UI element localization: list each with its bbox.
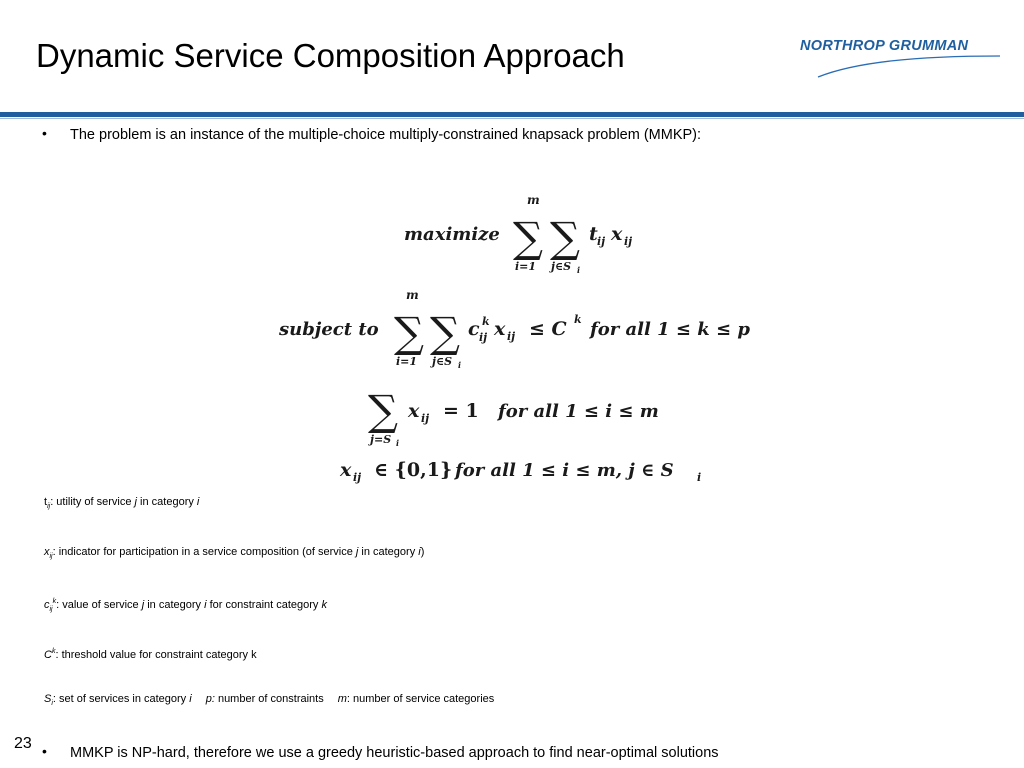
bullet-icon: •: [42, 125, 47, 141]
northrop-grumman-logo: [796, 34, 1002, 80]
def-x-j: j: [355, 546, 359, 558]
for-all-ij: for all 1 ≤ i ≤ m, j ∈ S: [455, 460, 674, 481]
definition-S-p-m: [44, 692, 494, 711]
def-S-symbol: S: [44, 693, 52, 705]
slide-title: Dynamic Service Composition Approach: [36, 37, 625, 74]
capacity-constraint: [278, 288, 750, 370]
sum-symbol-3: ∑: [394, 308, 424, 357]
bullet-icon: •: [42, 743, 47, 759]
for-all-i: for all 1 ≤ i ≤ m: [498, 401, 659, 422]
choice-var-sub: ij: [421, 412, 430, 425]
def-x-i: i: [418, 546, 421, 558]
def-c-desc-b: in category: [144, 599, 205, 611]
def-C-sup: k: [51, 648, 56, 655]
def-S-i: i: [189, 693, 192, 705]
sum-symbol-2: ∑: [550, 213, 580, 262]
sum-lower-i-2: i=1: [396, 355, 418, 368]
def-c-desc-c: for constraint category: [206, 599, 322, 611]
def-t-symbol: t: [44, 496, 48, 508]
sum-upper-2: m: [406, 288, 419, 302]
def-c-desc-a: : value of service: [56, 599, 142, 611]
bullet-text-2: MMKP is NP-hard, therefore we use a greedy heuristic-based approach to find near-optimal solutions: [70, 745, 719, 761]
objective-function: [404, 193, 632, 275]
def-C-symbol: C: [44, 649, 52, 661]
capacity-sup: k: [574, 313, 582, 326]
def-x-desc-a: : indicator for participation in a service composition (of service: [52, 546, 356, 558]
def-t-desc-b: in category: [137, 496, 197, 508]
eq-one: = 1: [443, 400, 479, 422]
choice-constraint: [368, 386, 659, 448]
def-c-symbol: c: [44, 599, 50, 611]
def-t-sub: ij: [47, 503, 51, 510]
binary-constraint: [339, 459, 701, 484]
def-p-desc: number of constraints: [214, 693, 324, 705]
def-x-desc-b: in category: [358, 546, 419, 558]
choice-var: x: [408, 400, 420, 422]
def-c-i: i: [204, 599, 207, 611]
def-m-symbol: m: [337, 693, 347, 705]
obj-var-sub: ij: [624, 235, 633, 248]
def-C-desc: : threshold value for constraint category k: [55, 649, 257, 661]
for-all-ij-sub: i: [697, 471, 702, 484]
in-binary-set: ∈ {0,1}: [374, 459, 453, 481]
maximize-label: maximize: [404, 224, 500, 245]
def-c-sub: ij: [49, 606, 53, 613]
def-x-desc-c: ): [420, 546, 425, 558]
def-c-sup: k: [52, 598, 57, 605]
sum-symbol-1: ∑: [513, 213, 543, 262]
sum-lower-j-sub-3: i: [396, 438, 400, 448]
coef-term: c: [468, 318, 480, 340]
sum-symbol-5: ∑: [368, 386, 398, 435]
coef-sup: k: [482, 315, 490, 328]
def-m-desc: : number of service categories: [346, 693, 495, 705]
definition-x: [44, 545, 424, 564]
constraint-var: x: [494, 318, 506, 340]
obj-var: x: [611, 223, 623, 245]
definition-C: [44, 645, 257, 662]
binary-var: x: [340, 459, 352, 481]
header-rule-thin: [0, 118, 1024, 119]
bullet-text-1: The problem is an instance of the multiple-choice multiply-constrained knapsack problem (MMKP):: [70, 127, 702, 143]
def-t-i: i: [196, 496, 200, 508]
sum-symbol-4: ∑: [430, 308, 460, 357]
def-c-k: k: [321, 599, 327, 611]
mmkp-formulation: [0, 180, 1024, 490]
def-p-symbol: p:: [205, 693, 215, 705]
coef-sub: ij: [479, 331, 488, 344]
subject-to-label: subject to: [279, 319, 379, 340]
def-t-j: j: [134, 496, 137, 508]
obj-term-sub: ij: [597, 235, 606, 248]
for-all-k: for all 1 ≤ k ≤ p: [590, 319, 750, 340]
def-x-symbol: x: [44, 546, 50, 558]
sum-lower-j-sub-2: i: [458, 360, 462, 370]
sum-lower-j-3: j=S: [370, 433, 392, 446]
definition-t: [44, 495, 199, 514]
le-capacity: ≤ C: [529, 318, 567, 340]
sum-upper-1: m: [527, 193, 540, 207]
definition-c: [44, 595, 327, 617]
def-S-sub: i: [51, 700, 53, 707]
sum-lower-j-sub-1: i: [577, 265, 581, 275]
def-x-sub: ij: [49, 553, 53, 560]
obj-term: t: [589, 223, 598, 245]
def-t-desc-a: : utility of service: [50, 496, 135, 508]
def-c-j: j: [141, 599, 145, 611]
constraint-var-sub: ij: [507, 330, 516, 343]
page-number: 23: [14, 735, 32, 752]
sum-lower-j-1: j∈S: [551, 260, 572, 273]
binary-var-sub: ij: [353, 471, 362, 484]
sum-lower-j-2: j∈S: [432, 355, 453, 368]
header-rule: [0, 112, 1024, 117]
sum-lower-i-1: i=1: [515, 260, 537, 273]
logo-text: NORTHROP GRUMMAN: [800, 38, 969, 54]
def-S-desc: : set of services in category: [52, 693, 190, 705]
